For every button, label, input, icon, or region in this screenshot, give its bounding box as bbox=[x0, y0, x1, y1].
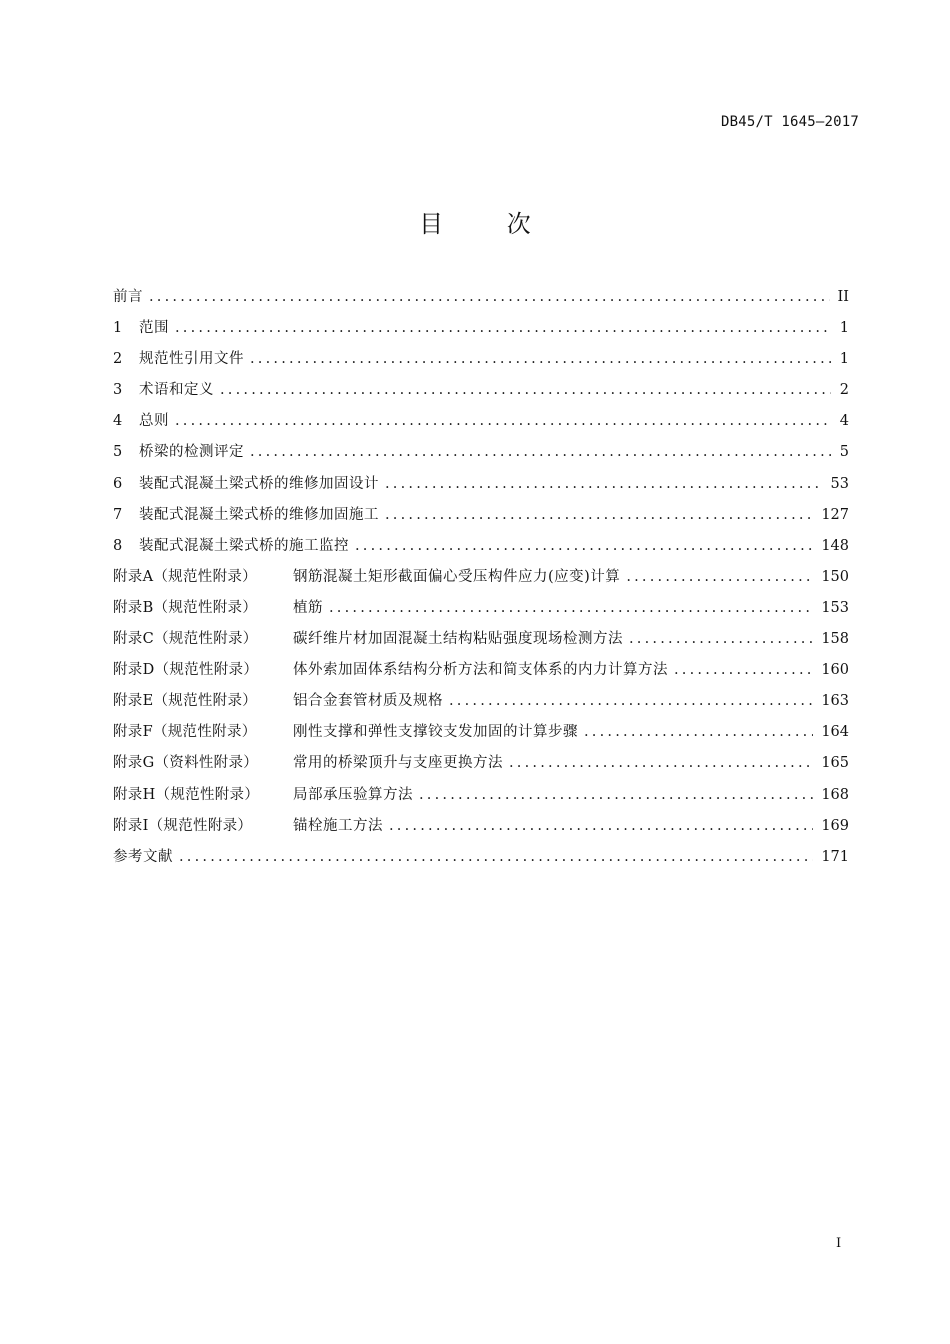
toc-entry-appendix-b[interactable] bbox=[113, 593, 849, 624]
toc-entry-chapter-3[interactable] bbox=[113, 375, 849, 406]
toc-entry-label: 前言 bbox=[113, 289, 143, 305]
toc-entry-page: 163 bbox=[821, 693, 849, 710]
toc-entry-label: 锚栓施工方法 bbox=[293, 817, 383, 834]
toc-entry-label: 范围 bbox=[139, 320, 169, 337]
toc-entry-label: 参考文献 bbox=[113, 848, 173, 865]
toc-entry-chapter-7[interactable] bbox=[113, 500, 849, 531]
dot-leader bbox=[449, 686, 813, 717]
dot-leader bbox=[175, 406, 831, 437]
dot-leader bbox=[355, 531, 813, 562]
toc-entry-label: 装配式混凝土梁式桥的维修加固施工 bbox=[139, 506, 379, 523]
toc-entry-page: 148 bbox=[821, 537, 849, 554]
toc-entry-page: 168 bbox=[821, 786, 849, 803]
toc-entry-label: 碳纤维片材加固混凝土结构粘贴强度现场检测方法 bbox=[293, 631, 623, 648]
toc-entry-label: 桥梁的检测评定 bbox=[139, 444, 244, 461]
toc-entry-chapter-6[interactable] bbox=[113, 469, 849, 500]
toc-entry-prefix: 附录H（规范性附录） bbox=[113, 786, 260, 803]
dot-leader bbox=[149, 282, 830, 313]
toc-entry-page: 5 bbox=[839, 444, 849, 461]
toc-entry-prefix: 附录E（规范性附录） bbox=[113, 693, 258, 710]
toc-entry-prefix: 附录A（规范性附录） bbox=[113, 568, 257, 585]
toc-entry-prefix: 附录C（规范性附录） bbox=[113, 631, 258, 648]
toc-entry-number: 8 bbox=[113, 537, 123, 554]
dot-leader bbox=[629, 624, 813, 655]
toc-entry-number: 6 bbox=[113, 475, 123, 492]
toc-entry-page: 160 bbox=[821, 662, 849, 679]
toc-entry-page: 1 bbox=[839, 351, 849, 368]
page-title: 目 次 bbox=[419, 210, 559, 238]
toc-entry-appendix-a[interactable] bbox=[113, 562, 849, 593]
toc-entry-chapter-4[interactable] bbox=[113, 406, 849, 437]
document-code: DB45/T 1645—2017 bbox=[720, 114, 859, 130]
dot-leader bbox=[419, 780, 813, 811]
toc-entry-label: 总则 bbox=[139, 413, 169, 430]
toc-entry-appendix-d[interactable] bbox=[113, 655, 849, 686]
dot-leader bbox=[175, 313, 831, 344]
toc-entry-prefix: 附录B（规范性附录） bbox=[113, 599, 258, 616]
toc-entry-page: 165 bbox=[821, 755, 849, 772]
toc-entry-number: 4 bbox=[113, 413, 123, 430]
page-number: I bbox=[836, 1236, 842, 1251]
toc-entry-appendix-e[interactable] bbox=[113, 686, 849, 717]
toc-entry-chapter-2[interactable] bbox=[113, 344, 849, 375]
toc-entry-label: 规范性引用文件 bbox=[139, 351, 244, 368]
toc-entry-page: 164 bbox=[821, 724, 849, 741]
toc-entry-prefix: 附录G（资料性附录） bbox=[113, 755, 259, 772]
toc-entry-label: 常用的桥梁顶升与支座更换方法 bbox=[293, 755, 503, 772]
toc-entry-label: 装配式混凝土梁式桥的维修加固设计 bbox=[139, 475, 379, 492]
dot-leader bbox=[385, 469, 823, 500]
toc-entry-prefix: 附录F（规范性附录） bbox=[113, 724, 257, 741]
toc-entry-page: 171 bbox=[821, 848, 849, 865]
toc-entry-page: 2 bbox=[839, 382, 849, 399]
dot-leader bbox=[584, 717, 813, 748]
toc-entry-number: 2 bbox=[113, 351, 123, 368]
toc-entry-appendix-c[interactable] bbox=[113, 624, 849, 655]
toc-entry-page: II bbox=[837, 289, 849, 305]
toc-entry-page: 153 bbox=[821, 599, 849, 616]
dot-leader bbox=[509, 748, 813, 779]
toc-entry-appendix-h[interactable] bbox=[113, 780, 849, 811]
toc-entry-label: 装配式混凝土梁式桥的施工监控 bbox=[139, 537, 349, 554]
dot-leader bbox=[329, 593, 813, 624]
toc-entry-foreword[interactable] bbox=[113, 282, 849, 313]
toc-entry-chapter-1[interactable] bbox=[113, 313, 849, 344]
toc-entry-appendix-f[interactable] bbox=[113, 717, 849, 748]
toc-entry-appendix-g[interactable] bbox=[113, 748, 849, 779]
toc-entry-references[interactable] bbox=[113, 842, 849, 873]
toc-entry-label: 局部承压验算方法 bbox=[293, 786, 413, 803]
toc-entry-chapter-5[interactable] bbox=[113, 437, 849, 468]
toc-entry-page: 169 bbox=[821, 817, 849, 834]
toc-entry-page: 150 bbox=[821, 568, 849, 585]
toc-entry-number: 7 bbox=[113, 506, 123, 523]
toc-entry-page: 127 bbox=[821, 506, 849, 523]
dot-leader bbox=[389, 811, 813, 842]
toc-entry-prefix: 附录I（规范性附录） bbox=[113, 817, 253, 834]
dot-leader bbox=[385, 500, 813, 531]
dot-leader bbox=[674, 655, 813, 686]
toc-entry-number: 1 bbox=[113, 320, 123, 337]
toc-entry-chapter-8[interactable] bbox=[113, 531, 849, 562]
toc-entry-number: 5 bbox=[113, 444, 123, 461]
toc-entry-label: 术语和定义 bbox=[139, 382, 214, 399]
dot-leader bbox=[250, 344, 831, 375]
toc-entry-number: 3 bbox=[113, 382, 123, 399]
toc-entry-label: 体外索加固体系结构分析方法和简支体系的内力计算方法 bbox=[293, 662, 668, 679]
toc-entry-label: 铝合金套管材质及规格 bbox=[293, 693, 443, 710]
toc-entry-label: 植筋 bbox=[293, 599, 323, 616]
dot-leader bbox=[179, 842, 813, 873]
toc-entry-page: 158 bbox=[821, 631, 849, 648]
table-of-contents bbox=[113, 282, 849, 873]
toc-entry-page: 1 bbox=[839, 320, 849, 337]
toc-entry-appendix-i[interactable] bbox=[113, 811, 849, 842]
toc-entry-page: 4 bbox=[839, 413, 849, 430]
dot-leader bbox=[220, 375, 831, 406]
toc-entry-prefix: 附录D（规范性附录） bbox=[113, 662, 259, 679]
toc-entry-page: 53 bbox=[830, 475, 849, 492]
toc-entry-label: 钢筋混凝土矩形截面偏心受压构件应力(应变)计算 bbox=[293, 568, 621, 585]
toc-entry-label: 刚性支撑和弹性支撑铰支发加固的计算步骤 bbox=[293, 724, 578, 741]
dot-leader bbox=[626, 562, 813, 593]
dot-leader bbox=[250, 437, 831, 468]
